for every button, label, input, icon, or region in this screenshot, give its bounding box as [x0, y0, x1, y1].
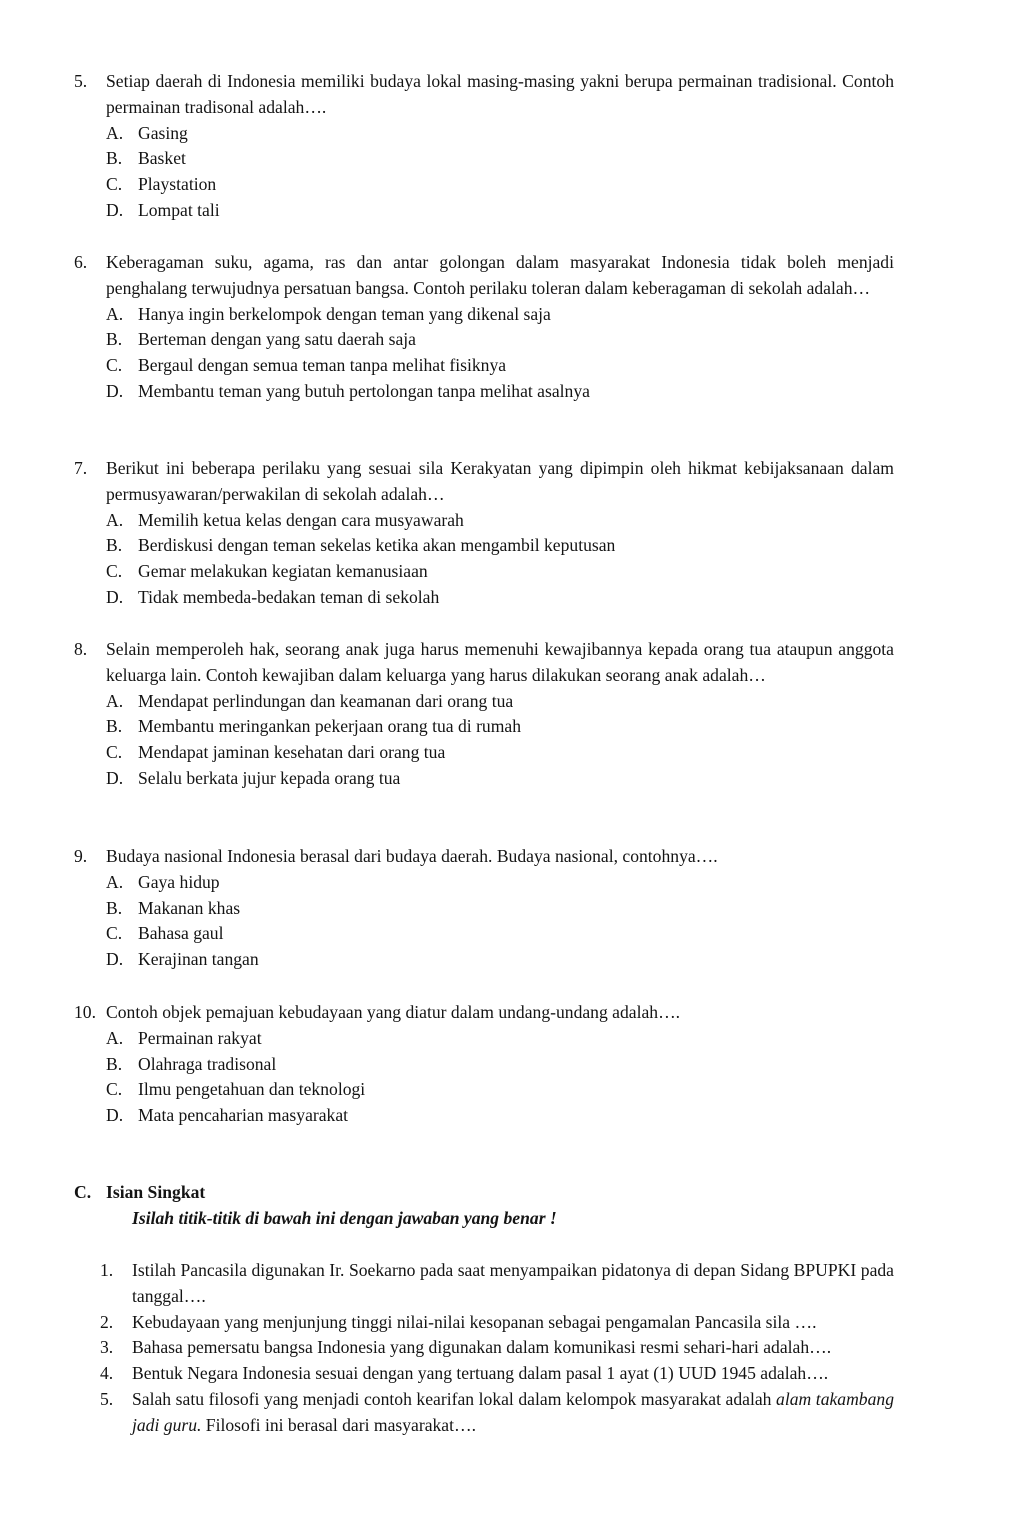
option-text: Gaya hidup	[138, 871, 220, 892]
option-letter: B.	[106, 1053, 123, 1074]
option-a	[74, 508, 894, 534]
option-c	[74, 740, 894, 766]
option-text: Gasing	[138, 122, 188, 143]
fill-item-text: Kebudayaan yang menjunjung tinggi nilai-nilai kesopanan sebagai pengamalan Pancasila sila ….	[132, 1311, 817, 1332]
option-letter: B.	[106, 716, 123, 737]
fill-item-text-before: Salah satu filosofi yang menjadi contoh kearifan lokal dalam kelompok masyarakat adalah	[132, 1388, 777, 1409]
option-text: Kerajinan tangan	[138, 949, 259, 970]
option-a	[74, 121, 894, 147]
option-c	[74, 921, 894, 947]
option-text: Olahraga tradisonal	[138, 1053, 277, 1074]
option-letter: A.	[106, 122, 124, 143]
option-d	[74, 766, 894, 792]
option-b	[74, 327, 894, 353]
fill-item-text-italic: alam takambang jadi guru.	[132, 1388, 894, 1435]
option-text: Selalu berkata jujur kepada orang tua	[138, 767, 401, 788]
option-text: Mata pencaharian masyarakat	[138, 1105, 349, 1126]
question-text: Berikut ini beberapa perilaku yang sesuai sila Kerakyatan yang dipimpin oleh hikmat kebijaksanaan dalam permusyawaran/perwakilan di sekolah adalah…	[106, 458, 894, 504]
fill-item-number: 4.	[100, 1363, 114, 1384]
option-letter: C.	[106, 174, 123, 195]
option-letter: D.	[106, 380, 124, 401]
fill-item-2	[100, 1310, 894, 1336]
section-title-text: Isian Singkat	[106, 1182, 206, 1202]
options-list	[74, 121, 894, 224]
option-c	[74, 1077, 894, 1103]
option-text: Mendapat perlindungan dan keamanan dari orang tua	[138, 690, 514, 711]
option-b	[74, 1052, 894, 1078]
question-text: Selain memperoleh hak, seorang anak juga harus memenuhi kewajibannya kepada orang tua ataupun anggota keluarga lain. Contoh kewajiban dalam keluarga yang harus dilakukan seorang anak adalah…	[106, 639, 894, 685]
option-text: Berteman dengan yang satu daerah saja	[138, 329, 416, 350]
option-letter: A.	[106, 303, 124, 324]
fill-item-5	[100, 1387, 894, 1439]
question-stem	[74, 844, 894, 870]
option-letter: C.	[106, 742, 123, 763]
option-text: Makanan khas	[138, 897, 241, 918]
option-letter: A.	[106, 1027, 124, 1048]
question-text: Contoh objek pemajuan kebudayaan yang diatur dalam undang-undang adalah….	[106, 1002, 681, 1022]
option-text: Bergaul dengan semua teman tanpa melihat fisiknya	[138, 355, 507, 376]
option-letter: D.	[106, 199, 124, 220]
question-10	[74, 1000, 894, 1129]
options-list	[74, 302, 894, 405]
option-b	[74, 714, 894, 740]
option-text: Lompat tali	[138, 199, 220, 220]
option-letter: A.	[106, 871, 124, 892]
option-letter: A.	[106, 509, 124, 530]
options-list	[74, 508, 894, 611]
option-letter: D.	[106, 767, 124, 788]
option-d	[74, 198, 894, 224]
option-letter: B.	[106, 148, 123, 169]
option-d	[74, 585, 894, 611]
option-text: Berdiskusi dengan teman sekelas ketika akan mengambil keputusan	[138, 535, 616, 556]
option-b	[74, 146, 894, 172]
option-d	[74, 1103, 894, 1129]
section-c-header	[74, 1180, 894, 1232]
question-text: Keberagaman suku, agama, ras dan antar golongan dalam masyarakat Indonesia tidak boleh menjadi penghalang terwujudnya persatuan bangsa. Contoh perilaku toleran dalam keberagaman di sekolah adalah…	[106, 252, 894, 298]
section-instruction: Isilah titik-titik di bawah ini dengan jawaban yang benar !	[132, 1207, 557, 1228]
options-list	[74, 1026, 894, 1129]
option-letter: B.	[106, 897, 123, 918]
fill-in-list	[100, 1258, 894, 1439]
question-stem	[74, 637, 894, 689]
section-letter: C.	[74, 1182, 92, 1202]
fill-item-number: 3.	[100, 1337, 114, 1358]
fill-item-text: Istilah Pancasila digunakan Ir. Soekarno pada saat menyampaikan pidatonya di depan Sidang BPUPKI pada tanggal….	[132, 1260, 894, 1306]
option-letter: D.	[106, 949, 124, 970]
fill-item-1	[100, 1258, 894, 1310]
options-list	[74, 689, 894, 792]
option-c	[74, 172, 894, 198]
option-a	[74, 689, 894, 715]
option-text: Membantu meringankan pekerjaan orang tua di rumah	[138, 716, 522, 737]
fill-item-text	[132, 1387, 894, 1439]
option-letter: A.	[106, 690, 124, 711]
question-text: Setiap daerah di Indonesia memiliki budaya lokal masing-masing yakni berupa permainan tradisional. Contoh permainan tradisonal adalah….	[106, 71, 894, 117]
option-text: Basket	[138, 148, 186, 169]
section-title	[74, 1180, 894, 1206]
question-number: 10.	[74, 1002, 96, 1022]
option-a	[74, 302, 894, 328]
question-stem	[74, 69, 894, 121]
option-letter: B.	[106, 329, 123, 350]
fill-item-4	[100, 1361, 894, 1387]
fill-item-text-after: Filosofi ini berasal dari masyarakat….	[201, 1414, 476, 1435]
fill-item-number: 1.	[100, 1260, 114, 1280]
question-9	[74, 844, 894, 973]
option-text: Ilmu pengetahuan dan teknologi	[138, 1079, 366, 1100]
question-number: 5.	[74, 71, 88, 91]
option-b	[74, 533, 894, 559]
option-letter: D.	[106, 586, 124, 607]
option-text: Bahasa gaul	[138, 923, 224, 944]
option-text: Playstation	[138, 174, 217, 195]
option-text: Memilih ketua kelas dengan cara musyawarah	[138, 509, 464, 530]
fill-item-3	[100, 1335, 894, 1361]
option-letter: B.	[106, 535, 123, 556]
question-stem	[74, 1000, 894, 1026]
option-letter: C.	[106, 1079, 123, 1100]
option-letter: C.	[106, 355, 123, 376]
fill-item-text: Bentuk Negara Indonesia sesuai dengan yang tertuang dalam pasal 1 ayat (1) UUD 1945 adalah….	[132, 1363, 829, 1384]
question-stem	[74, 456, 894, 508]
fill-item-number: 2.	[100, 1311, 114, 1332]
option-d	[74, 379, 894, 405]
option-text: Permainan rakyat	[138, 1027, 262, 1048]
option-a	[74, 870, 894, 896]
option-text: Tidak membeda-bedakan teman di sekolah	[138, 586, 440, 607]
options-list	[74, 870, 894, 973]
option-a	[74, 1026, 894, 1052]
question-number: 8.	[74, 639, 88, 659]
question-8	[74, 637, 894, 792]
option-c	[74, 353, 894, 379]
option-text: Gemar melakukan kegiatan kemanusiaan	[138, 561, 428, 582]
option-text: Membantu teman yang butuh pertolongan tanpa melihat asalnya	[138, 380, 590, 401]
fill-item-number: 5.	[100, 1388, 114, 1409]
question-7	[74, 456, 894, 611]
option-letter: D.	[106, 1105, 124, 1126]
option-letter: C.	[106, 923, 123, 944]
fill-item-text: Bahasa pemersatu bangsa Indonesia yang digunakan dalam komunikasi resmi sehari-hari adalah….	[132, 1337, 832, 1358]
option-text: Mendapat jaminan kesehatan dari orang tua	[138, 742, 446, 763]
option-text: Hanya ingin berkelompok dengan teman yang dikenal saja	[138, 303, 551, 324]
question-number: 7.	[74, 458, 88, 478]
question-6	[74, 250, 894, 405]
option-b	[74, 896, 894, 922]
question-number: 9.	[74, 846, 88, 866]
question-text: Budaya nasional Indonesia berasal dari budaya daerah. Budaya nasional, contohnya….	[106, 846, 718, 866]
question-number: 6.	[74, 252, 88, 272]
question-stem	[74, 250, 894, 302]
option-c	[74, 559, 894, 585]
question-5	[74, 69, 894, 224]
option-d	[74, 947, 894, 973]
option-letter: C.	[106, 561, 123, 582]
